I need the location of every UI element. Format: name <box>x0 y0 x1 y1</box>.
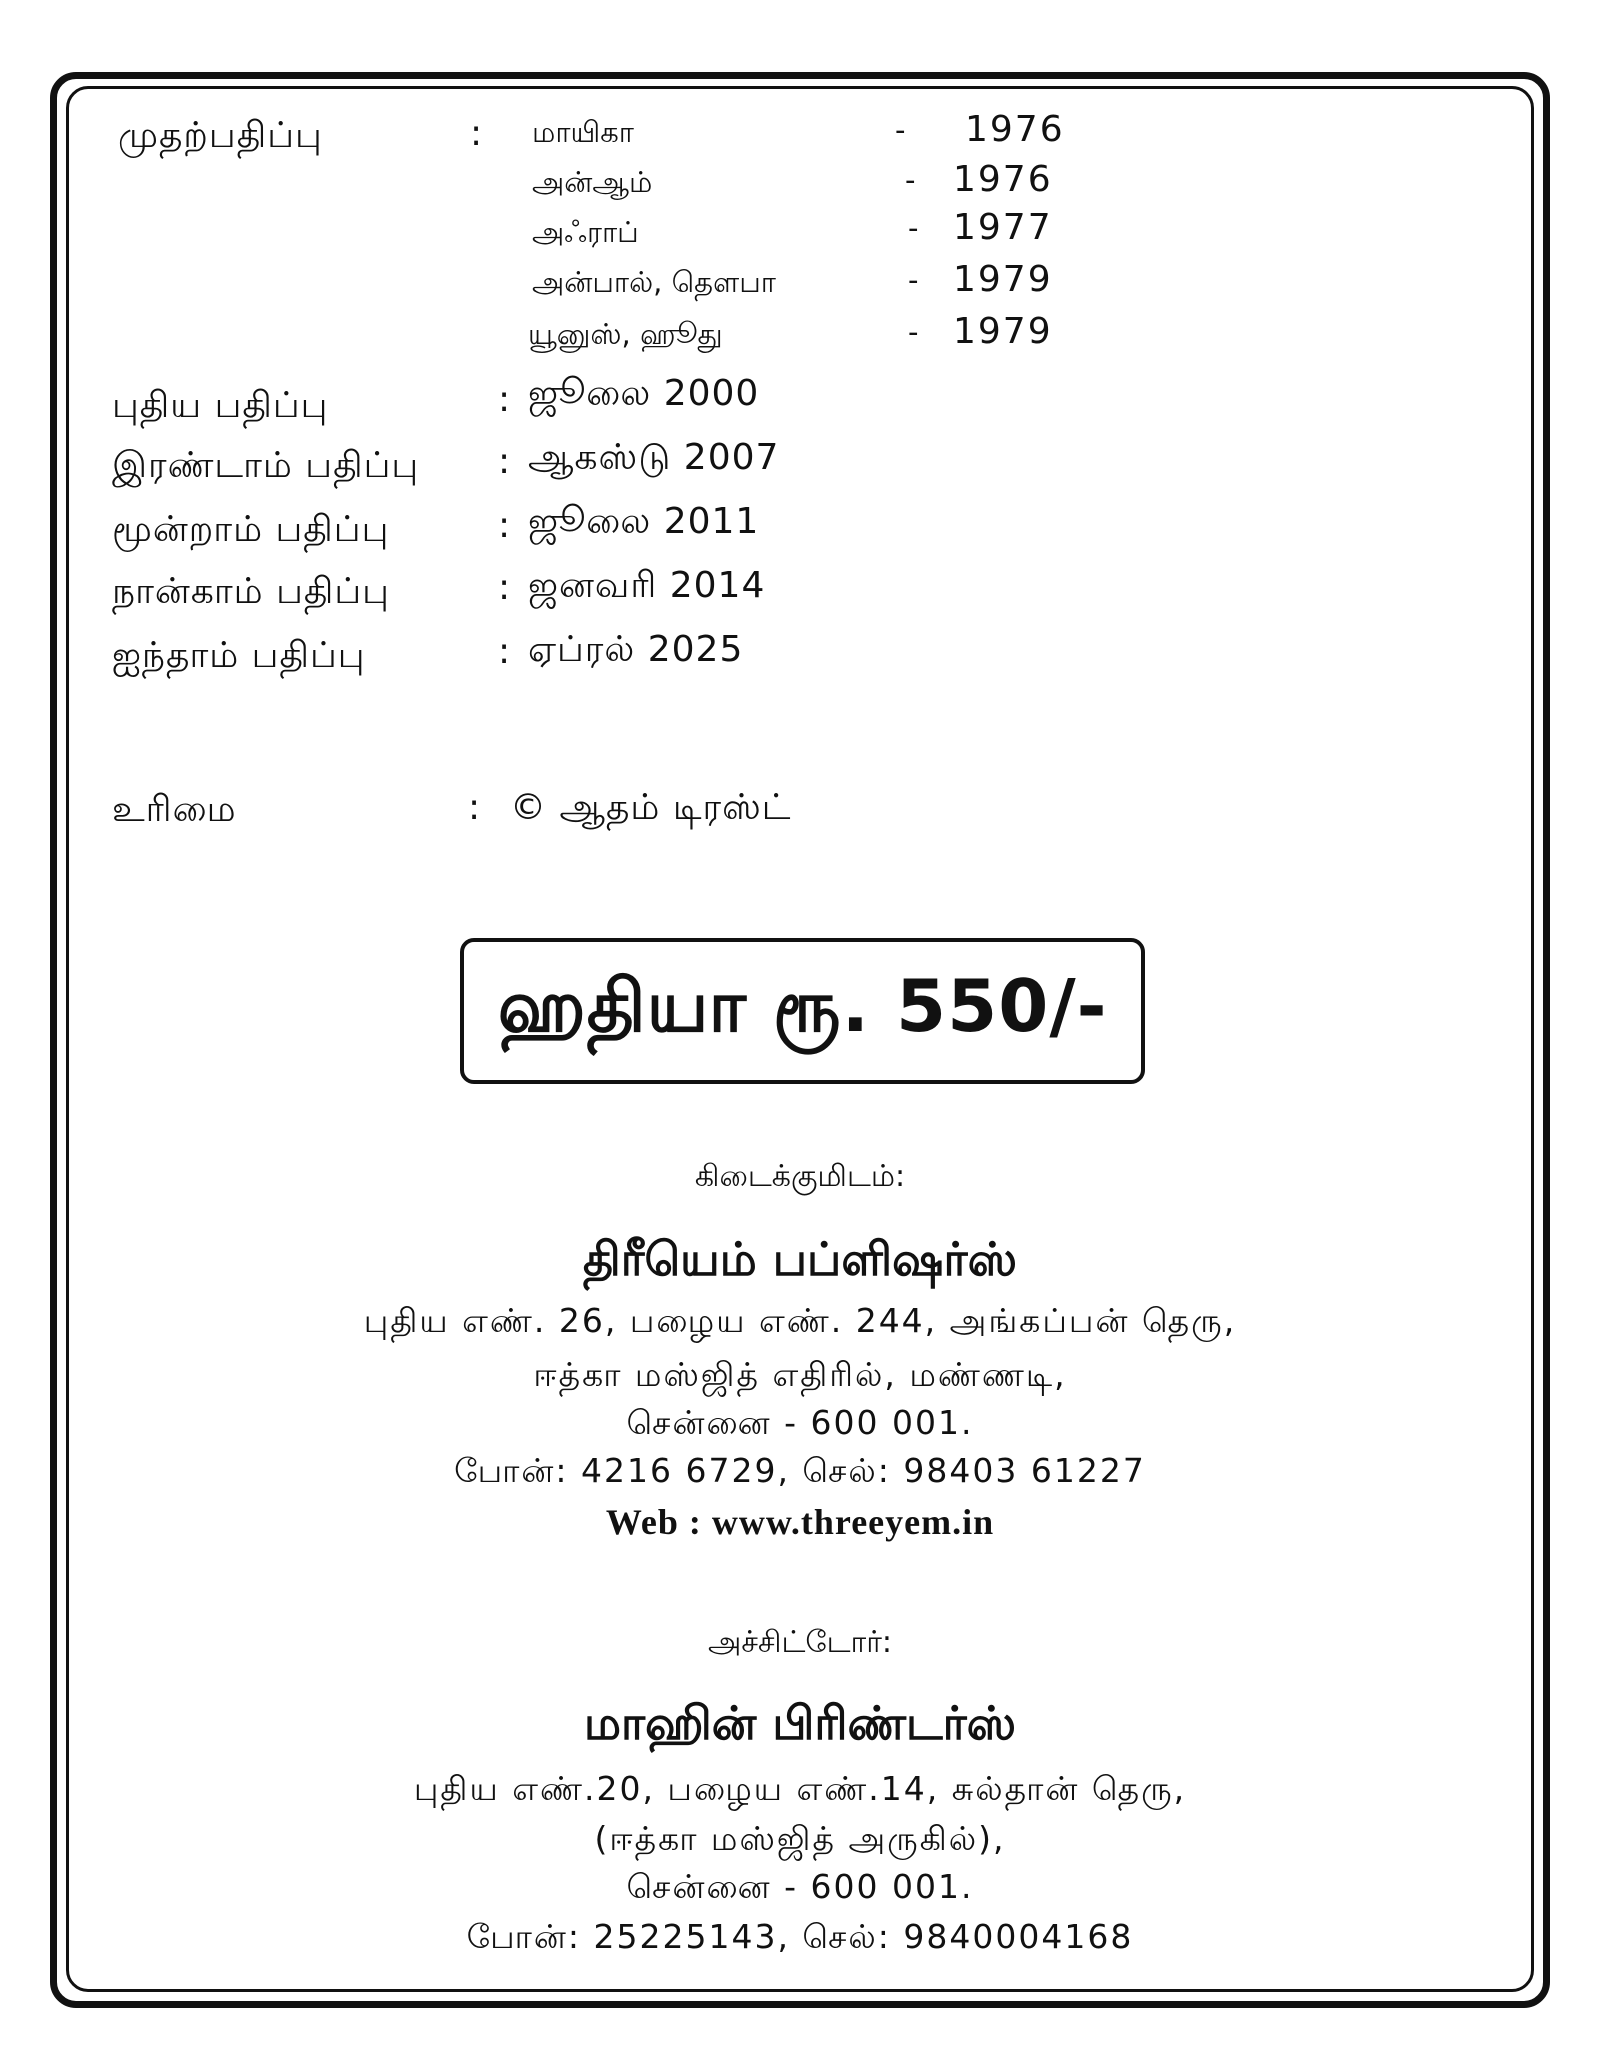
edition-date: ஏப்ரல் 2025 <box>528 629 744 670</box>
edition-date: ஜூலை 2000 <box>528 373 760 414</box>
first-edition-title: மாயிகா <box>532 115 634 149</box>
edition-colon: : <box>498 379 511 420</box>
edition-date: ஆகஸ்டு 2007 <box>528 437 780 478</box>
first-edition-dash: - <box>908 263 919 297</box>
first-edition-year: 1976 <box>953 159 1053 200</box>
edition-colon: : <box>498 505 511 546</box>
rights-colon: : <box>468 787 481 828</box>
printer-address-line: (ஈத்கா மஸ்ஜித் அருகில்), <box>594 1819 1006 1858</box>
price: ஹதியா ரூ. 550/- <box>497 964 1108 1048</box>
distributor-heading: கிடைக்குமிடம்: <box>694 1159 906 1194</box>
printer-name: மாஹின் பிரிண்டர்ஸ் <box>583 1696 1017 1750</box>
edition-label: புதிய பதிப்பு <box>112 385 329 426</box>
edition-colon: : <box>498 631 511 672</box>
edition-label: நான்காம் பதிப்பு <box>112 571 390 612</box>
distributor-phone: போன்: 4216 6729, செல்: 98403 61227 <box>454 1451 1146 1490</box>
printer-phone: போன்: 25225143, செல்: 9840004168 <box>466 1917 1134 1956</box>
first-edition-year: 1976 <box>965 109 1065 150</box>
printer-address-line: சென்னை - 600 001. <box>626 1867 974 1906</box>
first-edition-year: 1979 <box>953 259 1053 300</box>
first-edition-year: 1977 <box>953 207 1053 248</box>
first-edition-colon: : <box>470 113 483 154</box>
distributor-name: திரீயெம் பப்ளிஷர்ஸ் <box>583 1232 1017 1286</box>
first-edition-year: 1979 <box>953 311 1053 352</box>
edition-date: ஜனவரி 2014 <box>528 565 766 606</box>
first-edition-title: அன்பால், தௌபா <box>532 265 776 299</box>
first-edition-dash: - <box>905 163 916 197</box>
edition-colon: : <box>498 441 511 482</box>
first-edition-title: அன்ஆம் <box>532 165 653 199</box>
first-edition-dash: - <box>908 315 919 349</box>
first-edition-label: முதற்பதிப்பு <box>118 115 323 156</box>
distributor-address-line: சென்னை - 600 001. <box>626 1403 974 1442</box>
first-edition-title: அஃராப் <box>532 215 639 249</box>
rights-label: உரிமை <box>112 789 237 830</box>
first-edition-title: யூனுஸ், ஹூது <box>528 317 723 351</box>
edition-label: ஐந்தாம் பதிப்பு <box>112 635 366 676</box>
printer-address-line: புதிய எண்.20, பழைய எண்.14, சுல்தான் தெரு, <box>413 1769 1187 1808</box>
price-box <box>460 938 1145 1084</box>
rights-holder: © ஆதம் டிரஸ்ட் <box>510 787 792 828</box>
first-edition-dash: - <box>908 211 919 245</box>
printer-heading: அச்சிட்டோர்: <box>708 1625 892 1660</box>
distributor-address-line: புதிய எண். 26, பழைய எண். 244, அங்கப்பன் தெரு, <box>363 1301 1237 1340</box>
distributor-web: Web : www.threeyem.in <box>605 1502 995 1542</box>
edition-label: இரண்டாம் பதிப்பு <box>112 445 420 486</box>
distributor-address-line: ஈத்கா மஸ்ஜித் எதிரில், மண்ணடி, <box>533 1355 1067 1394</box>
edition-date: ஜூலை 2011 <box>528 501 760 542</box>
first-edition-dash: - <box>895 113 906 147</box>
edition-colon: : <box>498 567 511 608</box>
edition-label: மூன்றாம் பதிப்பு <box>112 509 390 550</box>
